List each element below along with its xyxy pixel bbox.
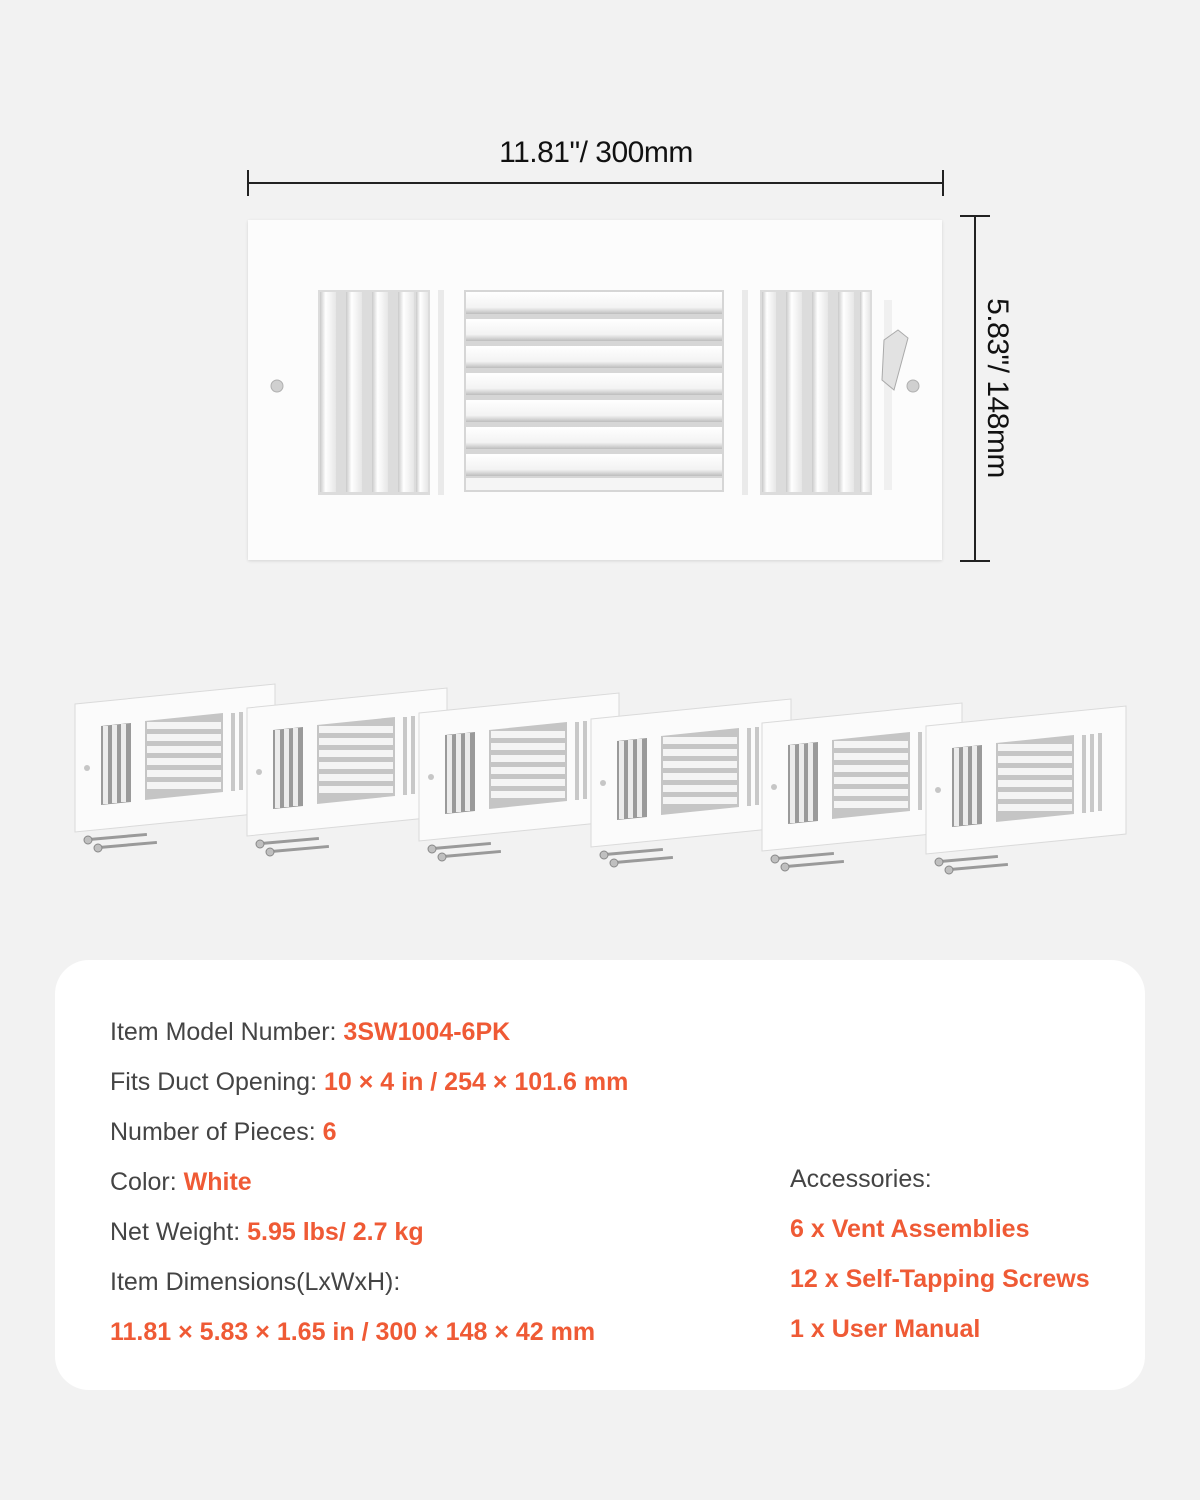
spec-label: Number of Pieces: (110, 1118, 316, 1146)
width-dimension-tick-right (942, 170, 944, 196)
screw-hole-right (907, 380, 919, 392)
accessory-item: 1 x User Manual (790, 1315, 981, 1343)
spec-value: White (183, 1168, 252, 1196)
width-dimension-label: 11.81"/ 300mm (499, 136, 693, 169)
spec-color (110, 1168, 252, 1197)
accessory-item: 12 x Self-Tapping Screws (790, 1265, 1090, 1293)
screw-hole-left (271, 380, 283, 392)
grille-thumbnail-3 (419, 693, 619, 861)
grille-thumbnail-6 (926, 706, 1126, 874)
accessory-item: 6 x Vent Assemblies (790, 1215, 1030, 1243)
spec-label: Color: (110, 1168, 177, 1196)
grille-thumbnail-2 (247, 688, 447, 856)
six-pack-image (70, 680, 1140, 880)
width-dimension-tick-left (247, 170, 249, 196)
spec-item-dimensions-label: Item Dimensions(LxWxH): (110, 1268, 401, 1296)
grille-thumbnail-1 (75, 684, 275, 852)
spec-duct-opening (110, 1068, 628, 1097)
spec-label: Item Model Number: (110, 1018, 337, 1046)
spec-net-weight (110, 1218, 424, 1247)
specifications-card (55, 960, 1145, 1390)
height-dimension-tick-top (960, 215, 990, 217)
spec-value: 6 (322, 1118, 337, 1146)
damper-lever (882, 300, 908, 490)
height-dimension-line (974, 216, 976, 561)
spec-label: Net Weight: (110, 1218, 241, 1246)
spec-value: 3SW1004-6PK (343, 1018, 511, 1046)
accessories-title: Accessories: (790, 1165, 932, 1193)
spec-number-of-pieces (110, 1118, 337, 1147)
center-horizontal-louvers (466, 292, 722, 490)
width-dimension-line (248, 182, 943, 184)
spec-label: Fits Duct Opening: (110, 1068, 318, 1096)
spec-model-number (110, 1018, 510, 1047)
height-dimension-label: 5.83"/ 148mm (981, 298, 1014, 478)
vent-grille-illustration (248, 220, 942, 560)
six-pack-illustration (70, 680, 1140, 880)
grille-thumbnail-4 (591, 699, 791, 867)
vent-grille-image (248, 220, 942, 560)
spec-value: 5.95 lbs/ 2.7 kg (247, 1218, 424, 1246)
spec-value: 10 × 4 in / 254 × 101.6 mm (323, 1068, 629, 1096)
height-dimension-tick-bottom (960, 560, 990, 562)
spec-item-dimensions-value: 11.81 × 5.83 × 1.65 in / 300 × 148 × 42 mm (110, 1318, 596, 1346)
